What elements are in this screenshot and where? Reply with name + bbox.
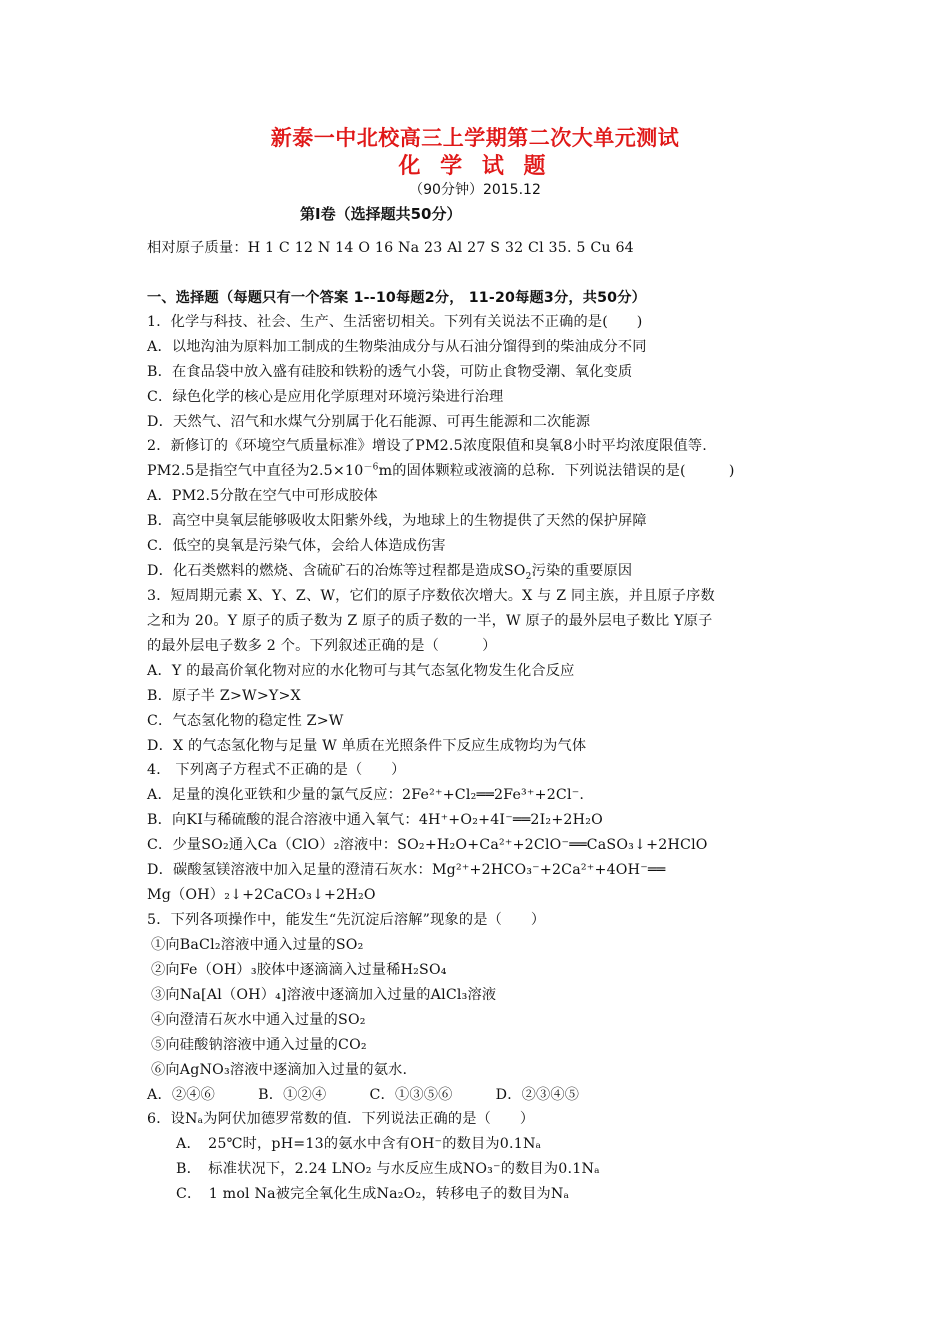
q5-stem: 5．下列各项操作中，能发生“先沉淀后溶解”现象的是（ ）	[147, 912, 546, 928]
q4-stem: 4． 下列离子方程式不正确的是（ ）	[147, 762, 406, 778]
q4-option-a: A．足量的溴化亚铁和少量的氯气反应：2Fe²⁺+Cl₂══2Fe³⁺+2Cl⁻.	[147, 787, 585, 803]
q5-item-6: ⑥向AgNO₃溶液中逐滴加入过量的氨水.	[151, 1062, 408, 1078]
q5-item-4: ④向澄清石灰水中通入过量的SO₂	[151, 1012, 366, 1028]
q5-item-3: ③向Na[Al（OH）₄]溶液中逐滴加入过量的AlCl₃溶液	[151, 987, 497, 1003]
q4-option-d-line1: D．碳酸氢镁溶液中加入足量的澄清石灰水：Mg²⁺+2HCO₃⁻+2Ca²⁺+4OH⁻══	[147, 862, 666, 878]
q6-option-c: C． 1 mol Na被完全氧化生成Na₂O₂，转移电子的数目为Nₐ	[176, 1186, 570, 1202]
q2-stem-line2: PM2.5是指空气中直径为$2.5\times 10^{-6}m$的固体颗粒或液滴的总称．下列说法错误的是( )	[147, 462, 735, 479]
q5-item-2: ②向Fe（OH）₃胶体中逐滴滴入过量稀H₂SO₄	[151, 962, 447, 978]
q3-option-d: D．X 的气态氢化物与足量 W 单质在光照条件下反应生成物均为气体	[147, 738, 587, 754]
exam-meta: （90分钟）2015.12	[409, 182, 541, 198]
q3-option-c: C．气态氢化物的稳定性 Z>W	[147, 713, 344, 729]
q3-option-a: A．Y 的最高价氧化物对应的水化物可与其气态氢化物发生化合反应	[147, 663, 575, 679]
q4-option-c: C．少量SO₂通入Ca（ClO）₂溶液中：SO₂+H₂O+Ca²⁺+2ClO⁻══CaSO₃↓+2HClO	[147, 837, 708, 853]
q3-stem-line1: 3．短周期元素 X、Y、Z、W，它们的原子序数依次增大。X 与 Z 同主族，并且原子序数	[147, 588, 715, 604]
q5-item-1: ①向BaCl₂溶液中通入过量的SO₂	[151, 937, 364, 953]
q1-option-c: C．绿色化学的核心是应用化学原理对环境污染进行治理	[147, 389, 504, 405]
q4-option-b: B．向KI与稀硫酸的混合溶液中通入氧气：4H⁺+O₂+4I⁻══2I₂+2H₂O	[147, 812, 603, 828]
q2-option-d: D．化石类燃料的燃烧、含硫矿石的冶炼等过程都是造成$SO_2$污染的重要原因	[147, 563, 633, 582]
q2-option-a: A．PM2.5分散在空气中可形成胶体	[147, 488, 378, 504]
q4-option-d-line2: Mg（OH）₂↓+2CaCO₃↓+2H₂O	[147, 887, 376, 903]
q1-option-d: D．天然气、沼气和水煤气分别属于化石能源、可再生能源和二次能源	[147, 414, 591, 430]
q2-option-c: C．低空的臭氧是污染气体，会给人体造成伤害	[147, 538, 446, 554]
q1-option-a: A．以地沟油为原料加工制成的生物柴油成分与从石油分馏得到的柴油成分不同	[147, 339, 647, 355]
q3-stem-line3: 的最外层电子数多 2 个。下列叙述正确的是（ ）	[147, 638, 497, 654]
exam-title: 新泰一中北校高三上学期第二次大单元测试	[270, 126, 680, 150]
q1-option-b: B．在食品袋中放入盛有硅胶和铁粉的透气小袋，可防止食物受潮、氧化变质	[147, 364, 633, 380]
q3-option-b: B．原子半 Z>W>Y>X	[147, 688, 301, 704]
part1-heading: 一、选择题（每题只有一个答案 1--10每题2分， 11-20每题3分，共50分）	[147, 290, 647, 306]
q2-stem-line1: 2．新修订的《环境空气质量标准》增设了PM2.5浓度限值和臭氧8小时平均浓度限值等.	[147, 438, 707, 454]
q5-item-5: ⑤向硅酸钠溶液中通入过量的CO₂	[151, 1037, 367, 1053]
section-heading: 第Ⅰ卷（选择题共50分）	[300, 205, 462, 223]
q2-option-b: B．高空中臭氧层能够吸收太阳紫外线，为地球上的生物提供了天然的保护屏障	[147, 513, 647, 529]
q6-option-a: A． 25℃时，pH=13的氨水中含有OH⁻的数目为0.1Nₐ	[176, 1136, 542, 1152]
q5-options: A．②④⑥ B．①②④ C．①③⑤⑥ D．②③④⑤	[147, 1087, 580, 1103]
q6-option-b: B． 标准状况下，2.24 LNO₂ 与水反应生成NO₃⁻的数目为0.1Nₐ	[176, 1161, 600, 1177]
q3-stem-line2: 之和为 20。Y 原子的质子数为 Z 原子的质子数的一半，W 原子的最外层电子数比 Y原子	[147, 613, 713, 629]
q6-stem: 6．设Nₐ为阿伏加德罗常数的值．下列说法正确的是（ ）	[147, 1111, 535, 1127]
atomic-masses: 相对原子质量：H 1 C 12 N 14 O 16 Na 23 Al 27 S 32 Cl 35. 5 Cu 64	[147, 240, 634, 256]
q1-stem: 1．化学与科技、社会、生产、生活密切相关。下列有关说法不正确的是( )	[147, 314, 643, 330]
exam-subtitle: 化 学 试 题	[398, 154, 552, 179]
